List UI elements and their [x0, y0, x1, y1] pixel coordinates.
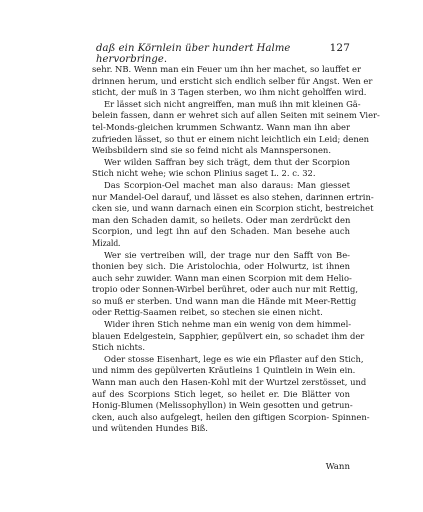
text-line: tel-Monds-gleichen krummen Schwantz. Wann man ihn aber — [92, 121, 350, 132]
text-line: sticht, der muß in 3 Tagen sterben, wo ihm nicht geholffen wird. — [92, 87, 367, 98]
text-line: auf des Scorpions Stich leget, so heilet er. Die Blätter von — [92, 388, 350, 399]
text-line: thonien bey sich. Die Aristolochia, oder Holwurtz, ist ihnen — [92, 261, 350, 272]
text-line: Scorpion, und legt ihn auf den Schaden. Man besehe auch — [92, 226, 350, 237]
catchword: Wann — [325, 462, 350, 472]
text-line: und nimm des gepülverten Kräutleins 1 Quintlein in Wein ein. — [92, 365, 356, 376]
text-line: Er lässet sich nicht angreiffen, man muß ihn mit kleinen Gä- — [104, 98, 361, 109]
text-line: Das Scorpion-Oel machet man also daraus: Man giesset — [104, 179, 350, 190]
text-line: oder Rettig-Saamen reibet, so stechen sie einen nicht. — [92, 307, 323, 318]
text-line: belein fassen, dann er wehret sich auf allen Seiten mit seinem Vier- — [92, 110, 380, 121]
text-line: sehr. NB. Wenn man ein Feuer um ihn her machet, so lauffet er — [92, 64, 361, 74]
text-line: cken, auch also aufgelegt, heilen den giftigen Scorpion- Spinnen- — [92, 411, 370, 422]
text-line: Wann man auch den Hasen-Kohl mit der Wurtzel zerstösset, und — [92, 377, 367, 388]
text-line: Wer wilden Saffran bey sich trägt, dem thut der Scorpion — [104, 156, 350, 167]
running-title: daß ein Körnlein über hundert Halme hervorbringe. — [96, 43, 291, 65]
text-line: nur Mandel-Oel darauf, und lässet es also stehen, darinnen ertrin- — [92, 191, 374, 202]
text-line: zufrieden lässet, so thut er einem nicht leichtlich ein Leid; denen — [92, 133, 370, 144]
text-line: so muß er sterben. Und wann man die Hände mit Meer-Rettig — [92, 295, 357, 306]
text-line: Honig-Blumen (Melissophyllon) in Wein gesotten und getrun- — [92, 400, 353, 411]
text-line: tropio oder Sonnen-Wirbel berühret, oder auch nur mit Rettig, — [92, 284, 358, 295]
text-line: Stich nicht wehe; wie schon Plinius saget L. 2. c. 32. — [92, 168, 316, 179]
text-line: und wütenden Hundes Biß. — [92, 423, 208, 434]
text-line: cken sie, und wann darnach einen ein Scorpion sticht, bestreichet — [92, 203, 374, 214]
body-text — [92, 64, 380, 435]
text-line: Wider ihren Stich nehme man ein wenig von dem himmel- — [104, 319, 352, 330]
text-line: Wer sie vertreiben will, der trage nur den Safft von Be- — [104, 249, 350, 260]
page-number: 127 — [329, 42, 350, 54]
text-line: blauen Edelgestein, Sapphier, gepülvert ein, so schadet ihm der — [92, 330, 365, 341]
text-line: Mizald. — [92, 237, 121, 248]
text-line: Stich nichts. — [92, 342, 146, 353]
running-header — [96, 42, 350, 65]
text-line: drinnen herum, und ersticht sich endlich selber für Angst. Wen er — [92, 75, 373, 86]
text-line: auch sehr zuwider. Wann man einen Scorpion mit dem Helio- — [92, 272, 352, 283]
text-line: Oder stosse Eisenhart, lege es wie ein Pflaster auf den Stich, — [104, 353, 364, 364]
text-line: man den Schaden damit, so heilets. Oder man zerdrückt den — [92, 214, 351, 225]
text-line: Weibsbildern sind sie so feind nicht als Mannspersonen. — [92, 145, 331, 156]
